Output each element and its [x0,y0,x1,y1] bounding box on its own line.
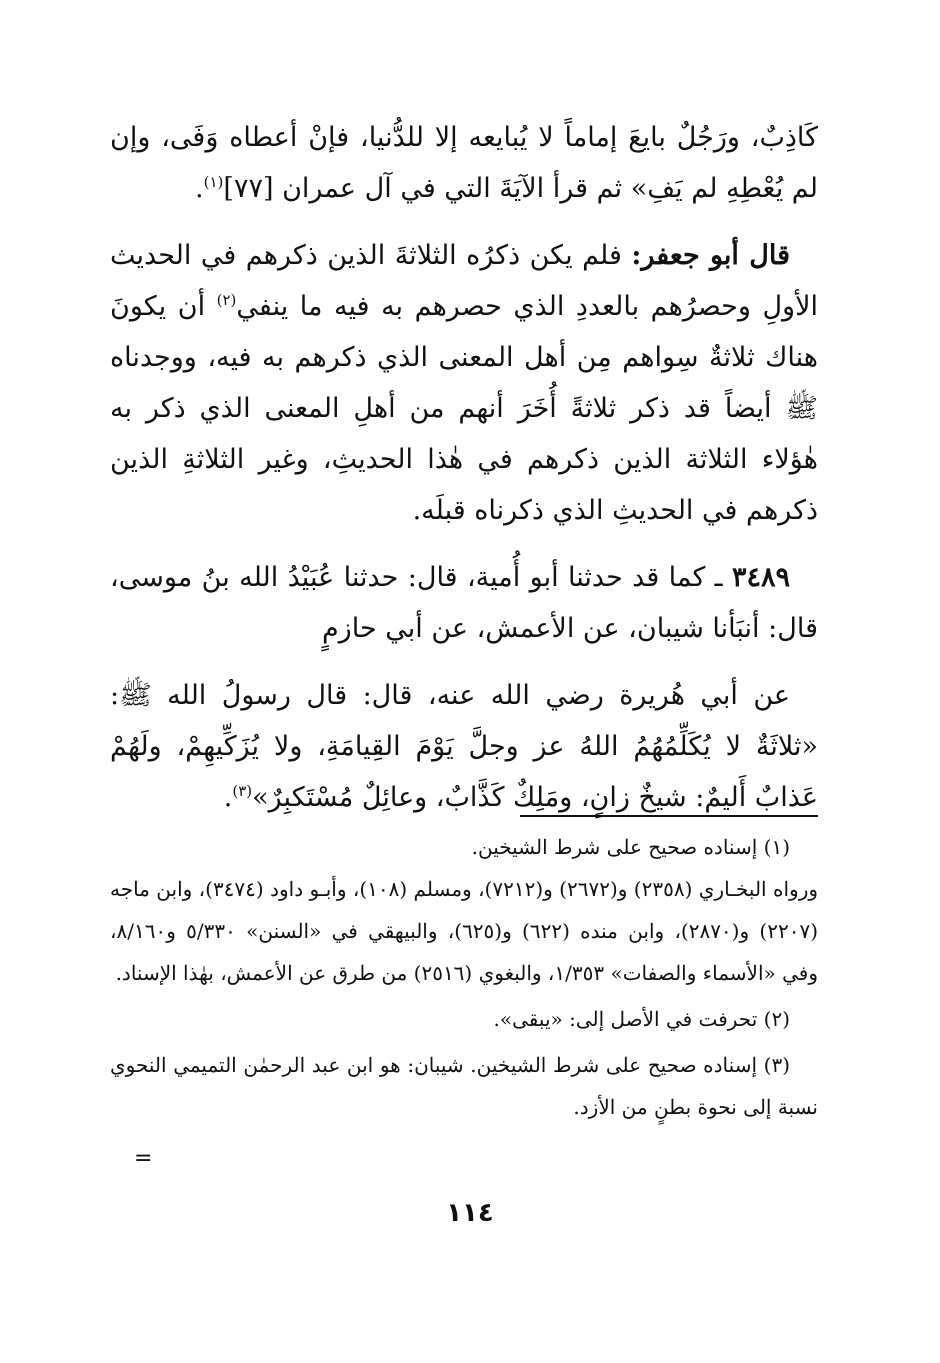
page-number: ١١٤ [446,1198,494,1228]
paragraph-matn [110,670,818,823]
paragraph-commentary [110,230,818,536]
speaker-lead: قال أبو جعفر: [631,240,790,271]
paragraph-text: فلم يكن ذكرُه الثلاثةَ الذين ذكرهم في الحديث الأولِ وحصرُهم بالعددِ الذي حصرهم به فيه ما ينفي [110,240,818,322]
footnote-1-title: (١) إسناده صحيح على شرط الشيخين. [471,835,790,859]
footnote-ref-3: (٣) [232,782,253,800]
paragraph-text: كَاذِبٌ، ورَجُلٌ بايعَ إماماً لا يُبايعه إلا للدُّنيا، فإنْ أعطاه وَفَى، وإن لم يُعْطِهِ لم يَفِ» ثم قرأ الآيَةَ التي في آل عمران [٧٧] [110,122,818,204]
paragraph-end: . [195,173,204,204]
continuation-mark: = [134,1146,153,1171]
paragraph-hadith-continuation [110,112,818,214]
footnote-ref-2: (٢) [216,291,237,309]
paragraph-end: . [223,782,233,813]
hadith-number: ٣٤٨٩ [731,562,790,593]
footnote-separator [520,815,818,817]
paragraph-isnad [110,552,818,654]
paragraph-text: أن يكونَ هناك ثلاثةٌ سِواهم مِن أهل المعنى الذي ذكرهم به فيه، ووجدناه ﷺ أيضاً قد ذكر ثلاثةً أُخَرَ أنهم من أهلِ المعنى الذي ذكر به هٰؤلاء الثلاثة الذين ذكرهم في هٰذا الحديثِ، وغير الثلاثةِ الذين ذكرهم في الحديثِ الذي ذكرناه قبلَه. [110,291,818,526]
footnote-2: (٢) تحرفت في الأصل إلى: «يبقى». [493,1007,790,1031]
main-text [110,112,818,823]
footnote-3: (٣) إسناده صحيح على شرط الشيخين. شيبان: هو ابن عبد الرحمٰن التميمي النحوي نسبة إلى نحوة بطنٍ من الأزد. [110,1053,818,1119]
footnote-ref-1: (١) [203,173,224,191]
footnotes [110,826,818,1128]
footnote-1-body: ورواه البخـاري (٢٣٥٨) و(٢٦٧٢) و(٧٢١٢)، ومسلم (١٠٨)، وأبـو داود (٣٤٧٤)، وابن ماجه (٢٢٠٧) و(٢٨٧٠)، وابن منده (٦٢٢) و(٦٢٥)، والبيهقي في «السنن» ٥/٣٣٠ و٨/١٦٠، وفي «الأسماء والصفات» ١/٣٥٣، والبغوي (٢٥١٦) من طرق عن الأعمش، بهٰذا الإسناد. [110,877,819,985]
paragraph-text: عن أبي هُريرة رضي الله عنه، قال: قال رسولُ الله ﷺ: «ثلاثَةٌ لا يُكَلِّمُهُمُ اللهُ عز وجلَّ يَوْمَ القِيامَةِ، ولا يُزَكِّيهِمْ، ولَهُمْ عَذابٌ أَليمٌ: شيخٌ زانٍ، ومَلِكٌ كَذَّابٌ، وعائِلٌ مُسْتَكبِرٌ» [110,680,818,813]
paragraph-text: ـ كما قد حدثنا أبو أُمية، قال: حدثنا عُبَيْدُ الله بنُ موسى، قال: أنبَأنا شيبان، عن الأعمش، عن أبي حازمٍ [110,562,818,644]
